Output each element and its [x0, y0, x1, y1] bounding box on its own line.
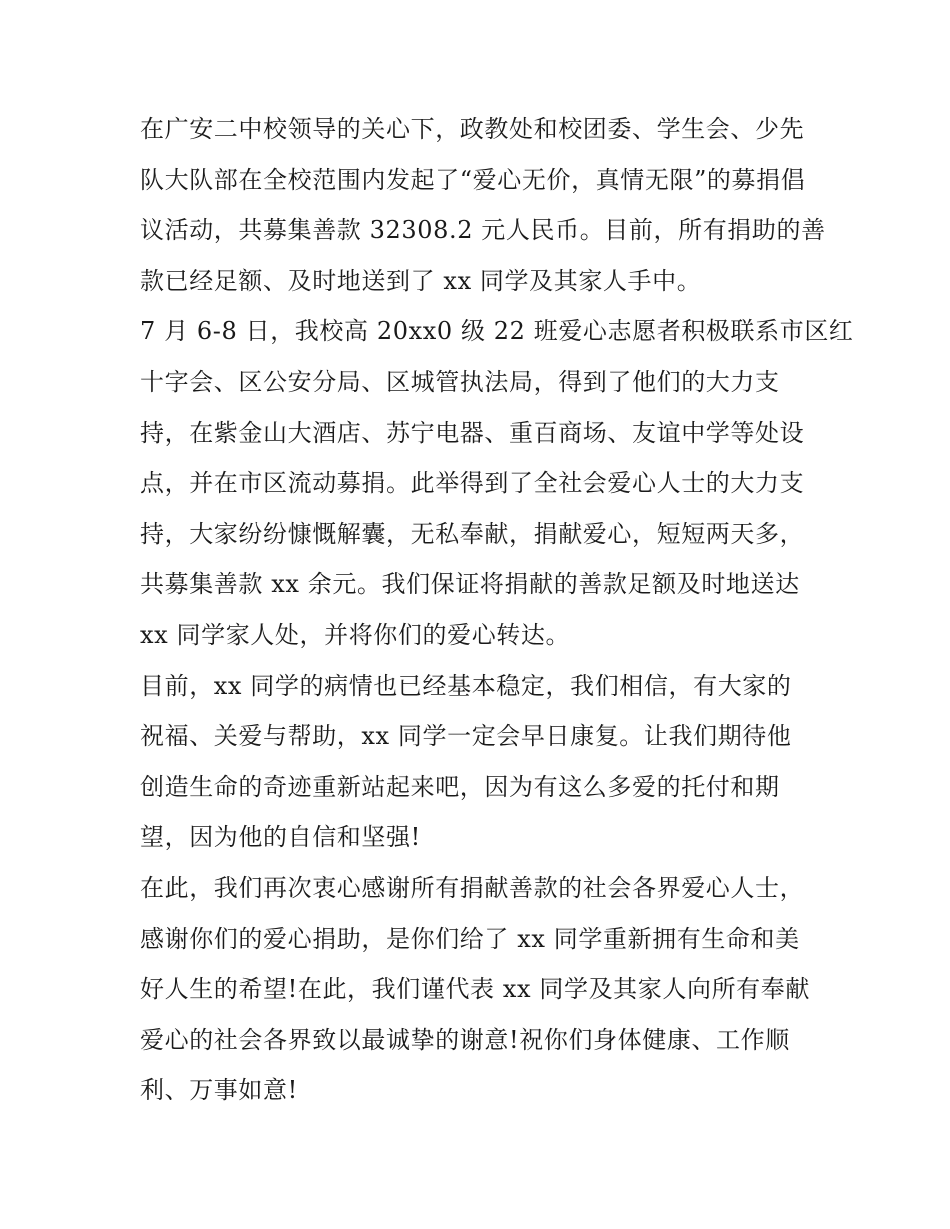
text-line: 利、万事如意! — [140, 1076, 298, 1105]
text-line: 感谢你们的爱心捐助，是你们给了 xx 同学重新拥有生命和美 — [140, 924, 800, 953]
text-line: 望，因为他的自信和坚强! — [140, 823, 421, 852]
text-line: 在此，我们再次衷心感谢所有捐献善款的社会各界爱心人士， — [140, 873, 805, 902]
text-line: 议活动，共募集善款 32308.2 元人民币。目前，所有捐助的善 — [140, 216, 826, 245]
document-body — [140, 104, 854, 1116]
text-line: 祝福、关爱与帮助，xx 同学一定会早日康复。让我们期待他 — [140, 722, 792, 751]
text-line: 十字会、区公安分局、区城管执法局，得到了他们的大力支 — [140, 367, 780, 396]
text-line: 款已经足额、及时地送到了 xx 同学及其家人手中。 — [140, 266, 702, 295]
text-line: 目前，xx 同学的病情也已经基本稳定，我们相信，有大家的 — [140, 671, 792, 700]
text-line: 在广安二中校领导的关心下，政教处和校团委、学生会、少先 — [140, 115, 805, 143]
text-line: 爱心的社会各界致以最诚挚的谢意!祝你们身体健康、工作顺 — [140, 1025, 790, 1054]
text-line: 队大队部在全校范围内发起了“爱心无价，真情无限”的募捐倡 — [140, 165, 806, 194]
text-line: 持，在紫金山大酒店、苏宁电器、重百商场、友谊中学等处设 — [140, 418, 805, 447]
text-line: 点，并在市区流动募捐。此举得到了全社会爱心人士的大力支 — [140, 469, 805, 498]
text-line: 共募集善款 xx 余元。我们保证将捐献的善款足额及时地送达 — [140, 570, 800, 599]
text-line: 持，大家纷纷慷慨解囊，无私奉献，捐献爱心，短短两天多， — [140, 519, 805, 548]
text-line: 创造生命的奇迹重新站起来吧，因为有这么多爱的托付和期 — [140, 772, 780, 801]
text-line: 好人生的希望!在此，我们谨代表 xx 同学及其家人向所有奉献 — [140, 975, 810, 1004]
text-line: xx 同学家人处，并将你们的爱心转达。 — [140, 620, 571, 649]
text-line: 7 月 6-8 日，我校高 20xx0 级 22 班爱心志愿者积极联系市区红 — [140, 317, 854, 346]
